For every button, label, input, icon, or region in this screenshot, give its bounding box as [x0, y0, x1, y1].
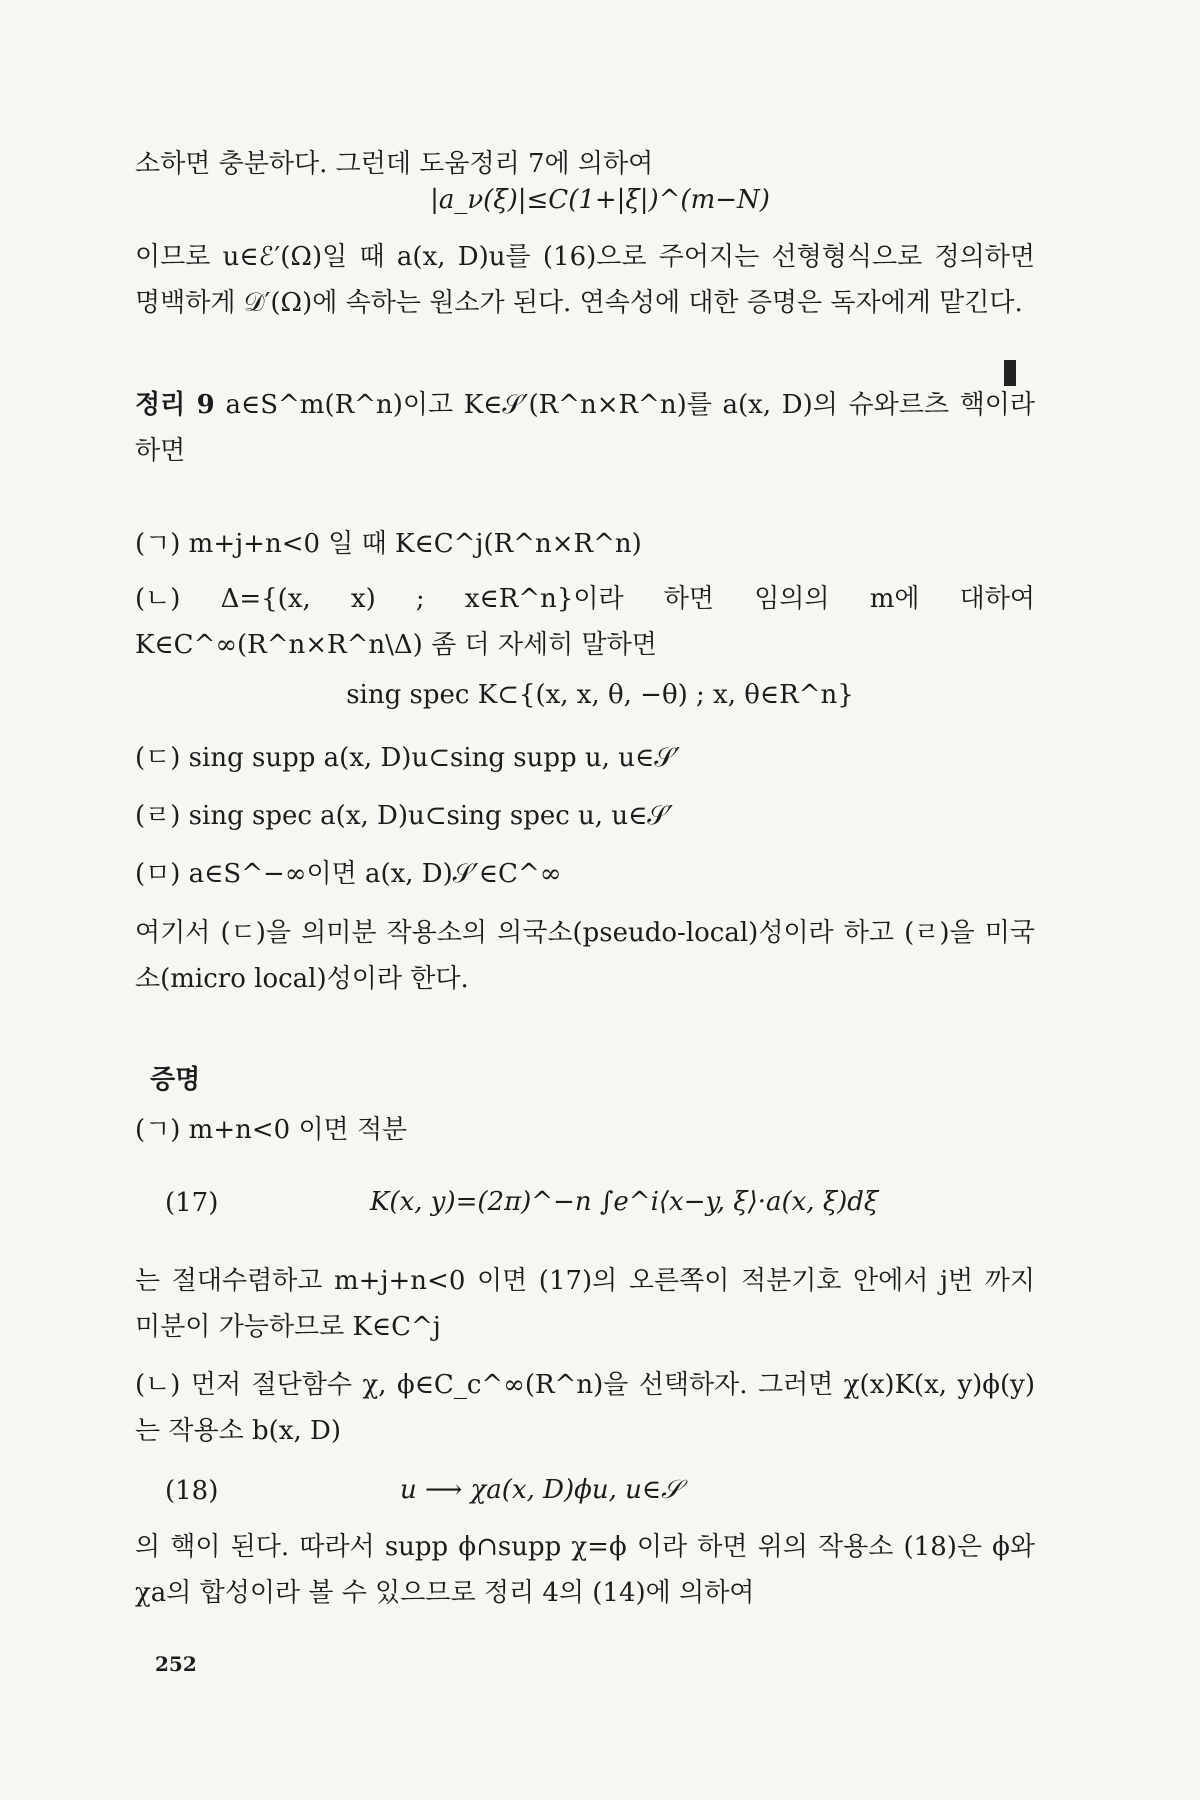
theorem-item-c: (ㄷ) sing supp a(x, D)u⊂sing supp u, u∈𝒮′ [135, 743, 681, 773]
theorem-label: 정리 9 [135, 390, 215, 420]
theorem-item-a: (ㄱ) m+j+n<0 일 때 K∈C^j(R^n×R^n) [135, 529, 642, 559]
equation-18: u ⟶ χa(x, D)ϕu, u∈𝒮 [400, 1475, 682, 1505]
equation-singspec: sing spec K⊂{(x, x, θ, −θ) ; x, θ∈R^n} [346, 680, 854, 710]
paragraph-2: 여기서 (ㄷ)을 의미분 작용소의 의국소(pseudo-local)성이라 하고 (ㄹ)을 미국소(micro local)성이라 한다. [135, 918, 1035, 994]
proof-label: 증명 [150, 1065, 201, 1095]
equation-17-number: (17) [165, 1188, 219, 1218]
equation-17: K(x, y)=(2π)^−n ∫e^i⟨x−y, ξ⟩·a(x, ξ)dξ [370, 1187, 879, 1217]
theorem-item-b: (ㄴ) Δ={(x, x) ; x∈R^n}이라 하면 임의의 m에 대하여 K∈C^∞(R^n×R^n\Δ) 좀 더 자세히 말하면 [135, 584, 1035, 660]
text-line-1: 소하면 충분하다. 그런데 도움정리 7에 의하여 [135, 149, 654, 179]
paragraph-3: 는 절대수렴하고 m+j+n<0 이면 (17)의 오른쪽이 적분기호 안에서 j번 까지 미분이 가능하므로 K∈C^j [135, 1266, 1035, 1342]
theorem-9 [135, 382, 1035, 474]
paragraph-4: (ㄴ) 먼저 절단함수 χ, ϕ∈C_c^∞(R^n)을 선택하자. 그러면 χ(x)K(x, y)ϕ(y)는 작용소 b(x, D) [135, 1370, 1035, 1446]
equation-18-number: (18) [165, 1476, 219, 1506]
proof-item-a: (ㄱ) m+n<0 이면 적분 [135, 1115, 408, 1145]
paragraph-1: 이므로 u∈ℰ′(Ω)일 때 a(x, D)u를 (16)으로 주어지는 선형형식으로 정의하면 명백하게 𝒟′(Ω)에 속하는 원소가 된다. 연속성에 대한 증명은 독자에게 맡긴다. [135, 242, 1035, 318]
equation-bound: |a_ν(ξ)|≤C(1+|ξ|)^(m−N) [430, 185, 770, 215]
theorem-statement: a∈S^m(R^n)이고 K∈𝒮′(R^n×R^n)를 a(x, D)의 슈와르츠 핵이라 하면 [135, 390, 1035, 466]
theorem-item-e: (ㅁ) a∈S^−∞이면 a(x, D)𝒮′∈C^∞ [135, 859, 562, 889]
theorem-item-d: (ㄹ) sing spec a(x, D)u⊂sing spec u, u∈𝒮′ [135, 801, 674, 831]
page-number: 252 [155, 1652, 197, 1676]
paragraph-5: 의 핵이 된다. 따라서 supp ϕ∩supp χ=ϕ 이라 하면 위의 작용소 (18)은 ϕ와 χa의 합성이라 볼 수 있으므로 정리 4의 (14)에 의하여 [135, 1532, 1035, 1608]
